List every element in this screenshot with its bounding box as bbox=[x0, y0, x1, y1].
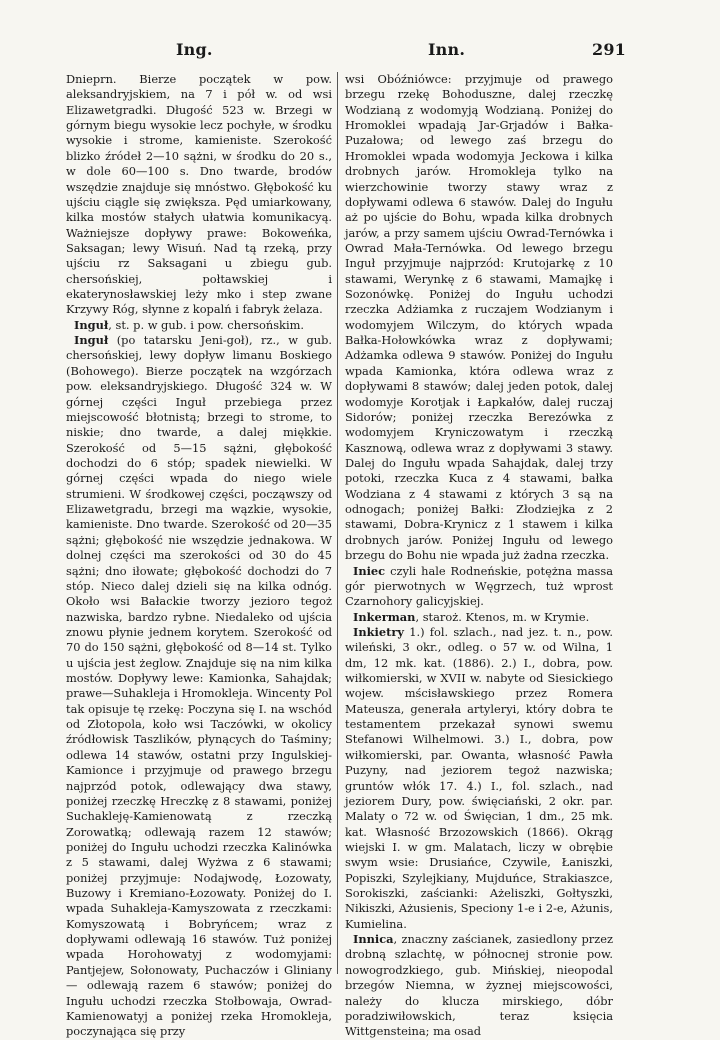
entry-text: , znaczny zaścianek, zasiedlony przez drobną szlachtę, w północnej stronie pow. nowogrodzkiego, gub. Mińskiej, nieopodal brzegów Niemna, w żyznej miejscowości, należy do klucza mirskiego, dóbr poradziwiłowskich, teraz księcia Wittgensteina; ma osad bbox=[345, 932, 613, 1039]
running-header-left: Ing. bbox=[176, 40, 213, 59]
entry-text: , staroż. Ktenos, m. w Krymie. bbox=[415, 609, 590, 624]
right-column bbox=[345, 72, 613, 1039]
running-header-center: Inn. bbox=[428, 40, 466, 59]
dictionary-entry bbox=[66, 333, 332, 1040]
page-number: 291 bbox=[592, 40, 626, 59]
entry-text: 1.) fol. szlach., nad jez. t. n., pow. wileński, 3 okr., odleg. o 57 w. od Wilna, 1 dm, 12 mk. kat. (1886). 2.) I., dobra, pow. wiłkomierski, w XVII w. nabyte od Siesickiego wojew. mścisławskiego przez Romera Mateusza, generała artyleryi, który dobra te testamentem przekazał synowi swemu Stefanowi Wilhelmowi. 3.) I., dobra, pow wiłkomierski, par. Owanta, własność Pawła Puzyny, nad jeziorem tegoż nazwiska; gruntów włók 17. 4.) I., fol. szlach., nad jeziorem Dury, pow. święciański, 2 okr. par. Malaty o 72 w. od Święcian, 1 dm., 25 mk. kat. Własność Brzozowskich (1866). Okrąg wiejski I. w gm. Malatach, liczy w obrębie swym wsie: Drusiańce, Czywile, Łaniszki, Popiszki, Szylejkiany, Mujduńce, Strakiaszce, Sorokiszki, zaścianki: Ażeliszki, Gołtyszki, Nikiszki, Ażusienis, Speciony 1-e i 2-e, Ażunis, Kumielina. bbox=[345, 624, 613, 931]
paragraph-text: Dnieprn. Bierze początek w pow. aleksandryjskiem, na 7 i pół w. od wsi Elizawetgradki. Długość 523 w. Brzegi w górnym biegu wysokie lecz pochyłe, w środku wysokie i strome, kamieniste. Szerokość blizko źródeł 2—10 sążni, w środku do 20 s., w dole 60—100 s. Dno twarde, brodów wszędzie znajduje się mnóstwo. Głębokość ku ujściu ciągle się zwiększa. Pęd umiarkowany, kilka mostów stałych ułatwia komunikacyą. Ważniejsze dopływy prawe: Bokoweńka, Saksagan; lewy Wisuń. Nad tą rzeką, przy ujściu rz Saksagani u zbiegu gub. chersońskiej, połtawskiej i ekaterynosławskiej leży mko i step zwane Krzywy Róg, słynne z kopalń i fabryk żelaza. bbox=[66, 72, 332, 317]
paragraph bbox=[66, 72, 332, 318]
dictionary-entry bbox=[66, 318, 332, 333]
entry-headword: Inkerman bbox=[353, 609, 416, 624]
dictionary-entry bbox=[345, 625, 613, 932]
paragraph-text: wsi Obóźniówce: przyjmuje od prawego brzegu rzekę Bohoduszne, dalej rzeczkę Wodzianą z wodomyją Wodzianą. Poniżej do Hromoklei wpadają Jar-Grjadów i Bałka-Puzałowa; od lewego zaś brzegu do Hromoklei wpada wodomyja Jeckowa i kilka drobnych jarów. Hromokleja tylko na wierzchowinie tworzy stawy wraz z dopływami odlewa 6 stawów. Dalej do Ingułu aż po ujście do Bohu, wpada kilka drobnych jarów, a przy samem ujściu Owrad-Ternówka i Owrad Mała-Ternówka. Od lewego brzegu Inguł przyjmuje najprzód: Krutojarkę z 10 stawami, Werynkę z 6 stawami, Mamajkę i Sozonówkę. Poniżej do Ingułu uchodzi rzeczka Adżiamka z ruczajem Wodzianym i wodomyjem Wilczym, do których wpada Bałka-Hołowkówka wraz z dopływami; Adżamka odlewa 9 stawów. Poniżej do Ingułu wpada Kamionka, która odlewa wraz z dopływami 8 stawów; dalej jeden potok, dalej wodomyje Korotjak i Łapkałów, dalej ruczaj Sidorów; poniżej rzeczka Berezówka z wodomyjem Kryniczowatym i rzeczką Kasznową, odlewa wraz z dopływami 3 stawy. Dalej do Ingułu wpada Sahajdak, dalej trzy potoki, rzeczka Kuca z 4 stawami, bałka Wodziana z 4 stawami z których 3 są na odnogach; poniżej Bałki: Złodziejka z 2 stawami, Dobra-Krynicz z 1 stawem i kilka drobnych jarów. Poniżej Ingułu od lewego brzegu do Bohu nie wpada już żadna rzeczka. bbox=[345, 72, 613, 563]
entry-text: (po tatarsku Jeni-goł), rz., w gub. chersońskiej, lewy dopływ limanu Boskiego (Bohowego). Bierze początek na wzgórzach pow. eleksandryjskiego. Długość 324 w. W górnej części Inguł przebiega przez miejscowość błotnistą; brzegi to strome, to niskie; dno twarde, a dalej miękkie. Szerokość od 5—15 sążni, głębokość dochodzi do 6 stóp; spadek niewielki. W górnej części wpada do niego wiele strumieni. W środkowej części, począwszy od Elizawetgradu, brzegi ma wązkie, wysokie, kamieniste. Dno twarde. Szerokość od 20—35 sążni; głębokość nie wszędzie jednakowa. W dolnej części ma szerokości od 30 do 45 sążni; dno iłowate; głębokość dochodzi do 7 stóp. Nieco dalej dzieli się na kilka odnóg. Około wsi Bałackie tworzy jezioro tegoż nazwiska, bardzo rybne. Niedaleko od ujścia znowu płynie jednem korytem. Szerokość od 70 do 150 sążni, głębokość od 8—14 st. Tylko u ujścia jest żeglow. Znajduje się na nim kilka mostów. Dopływy lewe: Kamionka, Sahajdak; prawe—Suhakleja i Hromokleja. Wincenty Pol tak opisuje tę rzekę: Poczyna się I. na wschód od Złotopola, koło wsi Taczówki, w okolicy źródłowisk Taszlików, płynących do Taśminy; odlewa 14 stawów, ostatni przy Ingulskiej-Kamionce i przyjmuje od prawego brzegu najprzód potok, odlewający dwa stawy, poniżej rzeczkę Hreczkę z 8 stawami, poniżej Suchakleję-Kamienowatą z rzeczką Zorowatką; odlewają razem 12 stawów; poniżej do Ingułu uchodzi rzeczka Kalinówka z 5 stawami, dalej Wyżwa z 6 stawami; poniżej przyjmuje: Nodajwodę, Łozowaty, Buzowy i Kremiano-Łozowaty. Poniżej do I. wpada Suhakleja-Kamyszowata z rzeczkami: Komyszowatą i Bobryńcem; wraz z dopływami odlewają 16 stawów. Tuż poniżej wpada Horohowatyj z wodomyjami: Pantjejew, Sołonowaty, Puchaczów i Gliniany — odlewają razem 6 stawów; poniżej do Ingułu uchodzi rzeczka Stołbowaja, Owrad-Kamienowatyj a poniżej rzeka Hromokleja, poczynająca się przy bbox=[66, 333, 332, 1039]
left-column bbox=[66, 72, 332, 1039]
entry-text: czyli hale Rodneńskie, potężna massa gór pierwotnych w Węgrzech, tuż wprost Czarnohory galicyjskiej. bbox=[345, 563, 613, 609]
dictionary-entry bbox=[345, 932, 613, 1040]
paragraph bbox=[345, 72, 613, 564]
entry-headword: Inkietry bbox=[353, 624, 404, 639]
entry-headword: Inguł bbox=[74, 317, 109, 332]
column-divider bbox=[337, 72, 338, 974]
entry-headword: Innica bbox=[353, 932, 394, 947]
entry-headword: Iniec bbox=[353, 563, 386, 578]
entry-text: , st. p. w gub. i pow. chersońskim. bbox=[108, 317, 305, 332]
dictionary-entry bbox=[345, 564, 613, 610]
entry-headword: Inguł bbox=[74, 333, 109, 348]
dictionary-entry bbox=[345, 610, 613, 625]
